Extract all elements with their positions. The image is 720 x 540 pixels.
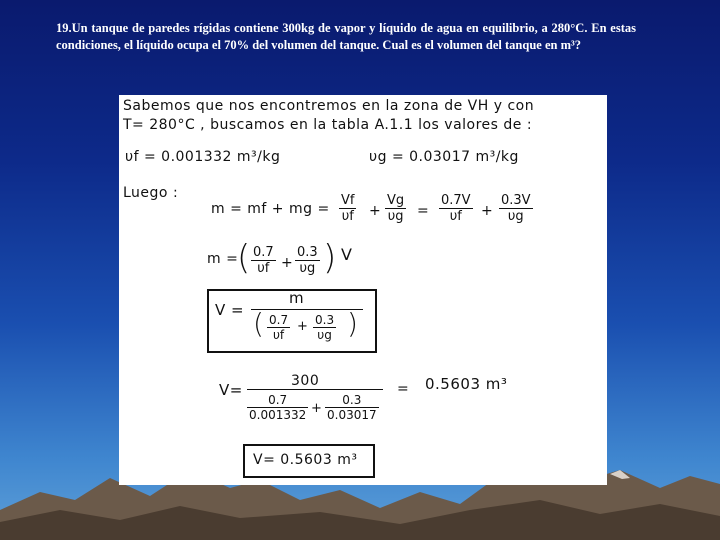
- eq3-num: m: [289, 289, 305, 307]
- eq1-frac-vf: $\frac{Vf}{\upsilon f}$: [341, 193, 355, 224]
- final-answer-box: [243, 444, 375, 478]
- eq2-frac-03: $\frac{0.3}{\upsilon g}$: [297, 245, 318, 276]
- handwritten-solution: [119, 95, 607, 485]
- problem-statement: 19.Un tanque de paredes rígidas contiene 300kg de vapor y líquido de agua en equilibrio, a 280°C. En estas condiciones, el líquido ocupa el 70% del volumen del tanque. Cual es el volumen del tanque en m³?: [56, 21, 636, 52]
- eq3-frac-03: $\frac{0.3}{\upsilon g}$: [315, 313, 335, 342]
- eq3-frac-07: $\frac{0.7}{\upsilon f}$: [269, 313, 289, 342]
- eq3-lhs: V =: [215, 301, 245, 319]
- eq1-plus-1: +: [369, 203, 382, 219]
- eq4-lhs: V=: [219, 381, 243, 399]
- eq2-plus: +: [281, 255, 294, 271]
- eq1-lhs: m = mf + mg =: [211, 201, 330, 217]
- eq2-paren-open: (: [237, 238, 251, 278]
- eq4-frac-07: $\frac{0.7}{0.001332}$: [249, 393, 307, 422]
- eq1-frac-03v: $\frac{0.3V}{\upsilon g}$: [501, 193, 531, 224]
- eq4-num: 300: [291, 373, 320, 389]
- intro-line-1: Sabemos que nos encontremos en la zona de VH y con: [123, 98, 535, 114]
- eq4-fraction-bar: [247, 389, 383, 390]
- eq4-result: 0.5603 m³: [425, 375, 508, 393]
- eq1-equals: =: [417, 203, 430, 219]
- eq2-frac-07: $\frac{0.7}{\upsilon f}$: [253, 245, 274, 276]
- vg-value: υg = 0.03017 m³/kg: [369, 149, 519, 165]
- eq3-paren-open: (: [253, 307, 264, 340]
- eq1-plus-2: +: [481, 203, 494, 219]
- vf-value: υf = 0.001332 m³/kg: [125, 149, 281, 165]
- eq4-frac-03: $\frac{0.3}{0.03017}$: [327, 393, 377, 422]
- eq2-paren-close: ): [323, 238, 337, 278]
- eq3-plus: +: [297, 319, 309, 334]
- eq4-equals: =: [397, 381, 410, 397]
- luego-label: Luego :: [123, 185, 179, 201]
- intro-line-2: T= 280°C , buscamos en la tabla A.1.1 los valores de :: [123, 117, 533, 133]
- eq4-plus: +: [311, 401, 323, 416]
- eq1-frac-vg: $\frac{Vg}{\upsilon g}$: [387, 193, 405, 224]
- eq2-lhs: m =: [207, 251, 239, 267]
- eq1-frac-07v: $\frac{0.7V}{\upsilon f}$: [441, 193, 471, 224]
- eq3-paren-close: ): [347, 307, 358, 340]
- eq3-box: [207, 289, 377, 353]
- final-answer: V= 0.5603 m³: [253, 452, 358, 468]
- eq2-v: V: [341, 245, 353, 264]
